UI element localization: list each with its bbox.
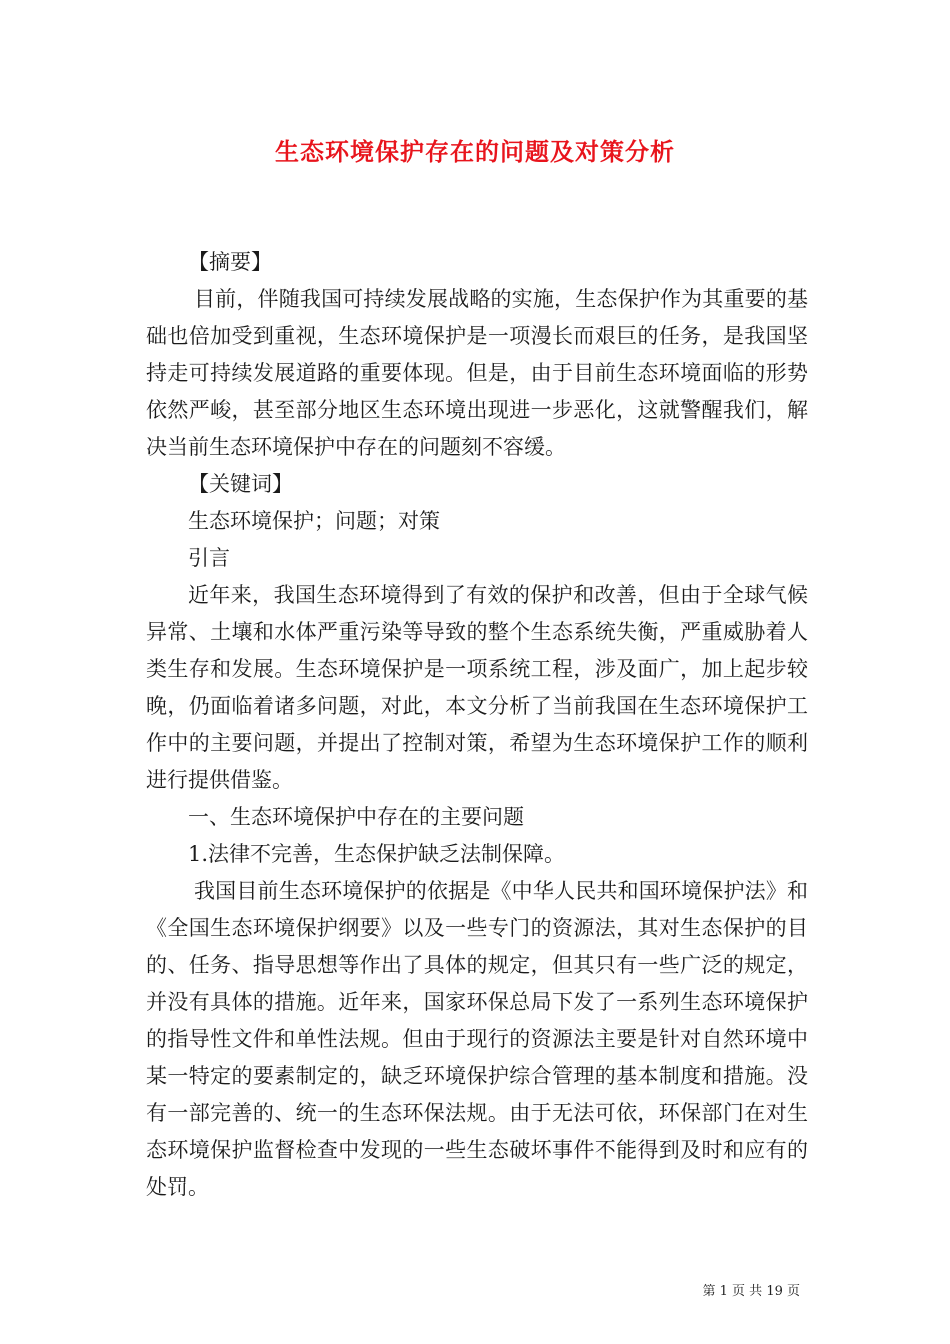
document-title: 生态环境保护存在的问题及对策分析	[275, 137, 675, 166]
keywords-heading: 【关键词】	[188, 472, 293, 496]
section-heading: 一、生态环境保护中存在的主要问题	[188, 805, 524, 829]
subsection-paragraph: 我国目前生态环境保护的依据是《中华人民共和国环境保护法》和《全国生态环境保护纲要》以及一些专门的资源法，其对生态保护的目的、任务、指导思想等作出了具体的规定，但其只有一些广泛的规定，并没有具体的措施。近年来，国家环保总局下发了一系列生态环境保护的指导性文件和单性法规。但由于现行的资源法主要是针对自然环境中某一特定的要素制定的，缺乏环境保护综合管理的基本制度和措施。没有一部完善的、统一的生态环保法规。由于无法可依，环保部门在对生态环境保护监督检查中发现的一些生态破坏事件不能得到及时和应有的处罚。	[146, 879, 808, 1199]
document-body	[146, 244, 808, 1206]
keywords-paragraph: 生态环境保护；问题；对策	[188, 509, 440, 533]
intro-heading: 引言	[188, 546, 230, 570]
intro-paragraph: 近年来，我国生态环境得到了有效的保护和改善，但由于全球气候异常、土壤和水体严重污染等导致的整个生态系统失衡，严重威胁着人类生存和发展。生态环境保护是一项系统工程，涉及面广，加上起步较晚，仍面临着诸多问题，对此，本文分析了当前我国在生态环境保护工作中的主要问题，并提出了控制对策，希望为生态环境保护工作的顺利进行提供借鉴。	[146, 583, 808, 792]
subsection-heading: 1.法律不完善，生态保护缺乏法制保障。	[188, 842, 566, 866]
abstract-heading: 【摘要】	[188, 250, 272, 274]
abstract-paragraph: 目前，伴随我国可持续发展战略的实施，生态保护作为其重要的基础也倍加受到重视，生态环境保护是一项漫长而艰巨的任务，是我国坚持走可持续发展道路的重要体现。但是，由于目前生态环境面临的形势依然严峻，甚至部分地区生态环境出现进一步恶化，这就警醒我们，解决当前生态环境保护中存在的问题刻不容缓。	[146, 287, 808, 459]
page-number: 第 1 页 共 19 页	[702, 1284, 800, 1299]
